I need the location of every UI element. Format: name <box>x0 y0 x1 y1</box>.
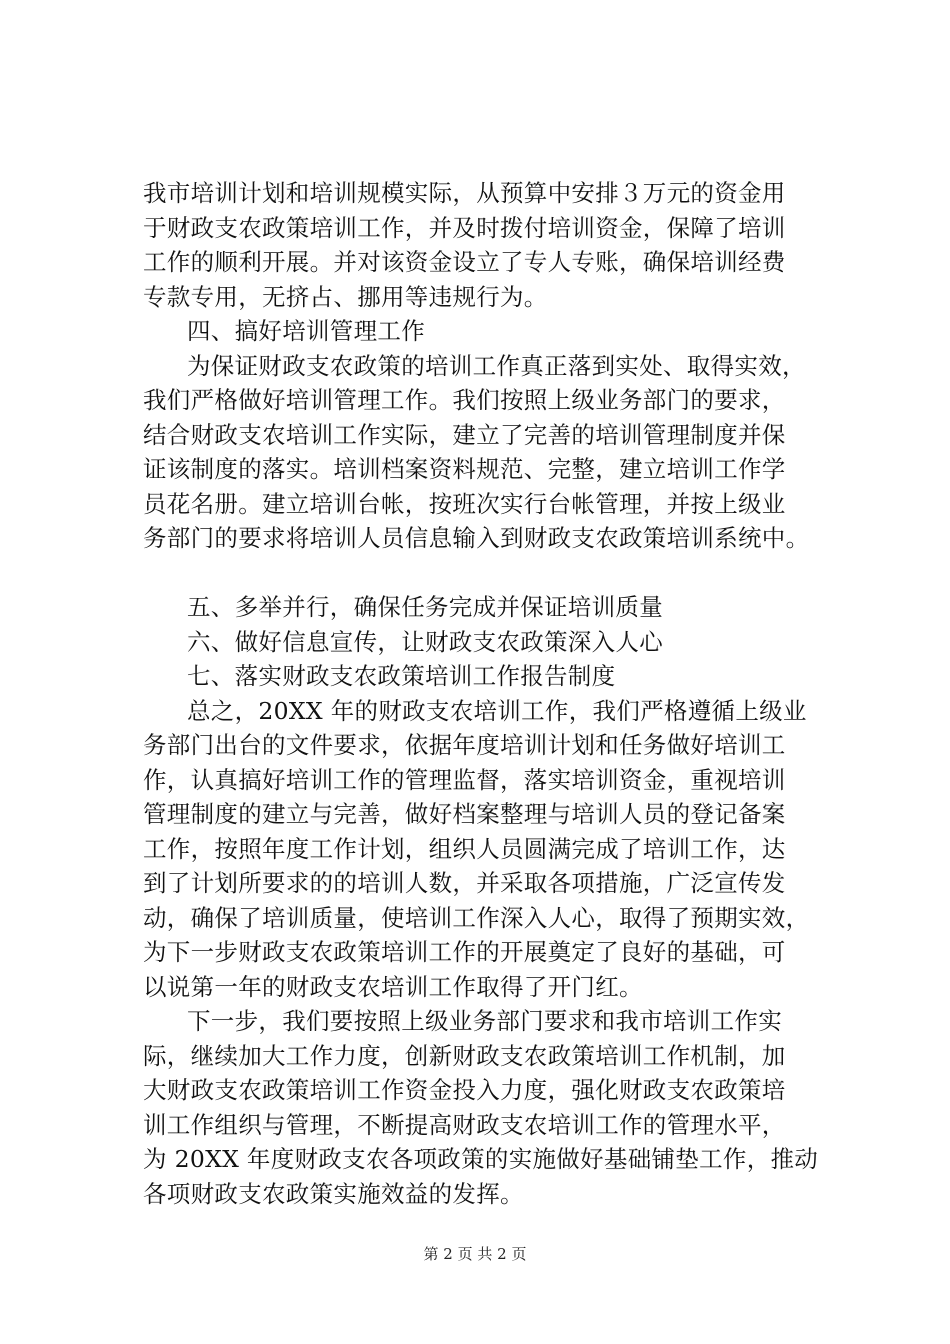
page-footer <box>0 1244 950 1264</box>
document-body <box>143 176 843 1211</box>
text-line: 作，认真搞好培训工作的管理监督，落实培训资金，重视培训 <box>143 765 786 794</box>
section-heading: 四、搞好培训管理工作 <box>187 317 425 345</box>
text-line: 下一步，我们要按照上级业务部门要求和我市培训工作实 <box>187 1007 782 1035</box>
text-line: 务部门出台的文件要求，依据年度培训计划和任务做好培训工 <box>143 731 786 759</box>
text-line: 我市培训计划和培训规模实际，从预算中安排３万元的资金用 <box>143 179 786 207</box>
text-line: 到了计划所要求的的培训人数，并采取各项措施，广泛宣传发 <box>143 869 786 897</box>
text-line: 训工作组织与管理，不断提高财政支农培训工作的管理水平， <box>143 1110 786 1139</box>
text-line: 为保证财政支农政策的培训工作真正落到实处、取得实效， <box>187 351 806 380</box>
text-line: 大财政支农政策培训工作资金投入力度，强化财政支农政策培 <box>143 1076 786 1104</box>
text-line: 工作的顺利开展。并对该资金设立了专人专账，确保培训经费 <box>143 248 786 276</box>
paragraph-gap <box>143 556 843 591</box>
text-line: 专款专用，无挤占、挪用等违规行为。 <box>143 282 548 311</box>
text-line: 以说第一年的财政支农培训工作取得了开门红。 <box>143 972 643 1001</box>
text-line: 动，确保了培训质量，使培训工作深入人心，取得了预期实效， <box>143 903 810 932</box>
page-number-label: 第 2 页 共 2 页 <box>423 1245 527 1263</box>
text-line: 各项财政支农政策实施效益的发挥。 <box>143 1179 524 1208</box>
text-line: 证该制度的落实。培训档案资料规范、完整，建立培训工作学 <box>143 455 786 483</box>
text-line: 工作，按照年度工作计划，组织人员圆满完成了培训工作，达 <box>143 834 786 863</box>
section-heading: 五、多举并行，确保任务完成并保证培训质量 <box>187 593 663 621</box>
section-heading: 七、落实财政支农政策培训工作报告制度 <box>187 662 616 690</box>
text-line: 员花名册。建立培训台帐，按班次实行台帐管理，并按上级业 <box>143 489 786 518</box>
section-heading: 六、做好信息宣传，让财政支农政策深入人心 <box>187 627 663 656</box>
text-line: 为 20XX 年度财政支农各项政策的实施做好基础铺垫工作，推动 <box>143 1145 819 1173</box>
text-line: 我们严格做好培训管理工作。我们按照上级业务部门的要求， <box>143 386 786 414</box>
text-line: 为下一步财政支农政策培训工作的开展奠定了良好的基础，可 <box>143 938 786 966</box>
text-line: 结合财政支农培训工作实际，建立了完善的培训管理制度并保 <box>143 420 786 449</box>
text-line: 于财政支农政策培训工作，并及时拨付培训资金，保障了培训 <box>143 213 786 242</box>
text-line: 总之，20XX 年的财政支农培训工作，我们严格遵循上级业 <box>187 696 807 725</box>
text-line: 管理制度的建立与完善，做好档案整理与培训人员的登记备案 <box>143 800 786 828</box>
text-line: 务部门的要求将培训人员信息输入到财政支农政策培训系统中。 <box>143 524 810 552</box>
text-line: 际，继续加大工作力度，创新财政支农政策培训工作机制，加 <box>143 1041 786 1070</box>
